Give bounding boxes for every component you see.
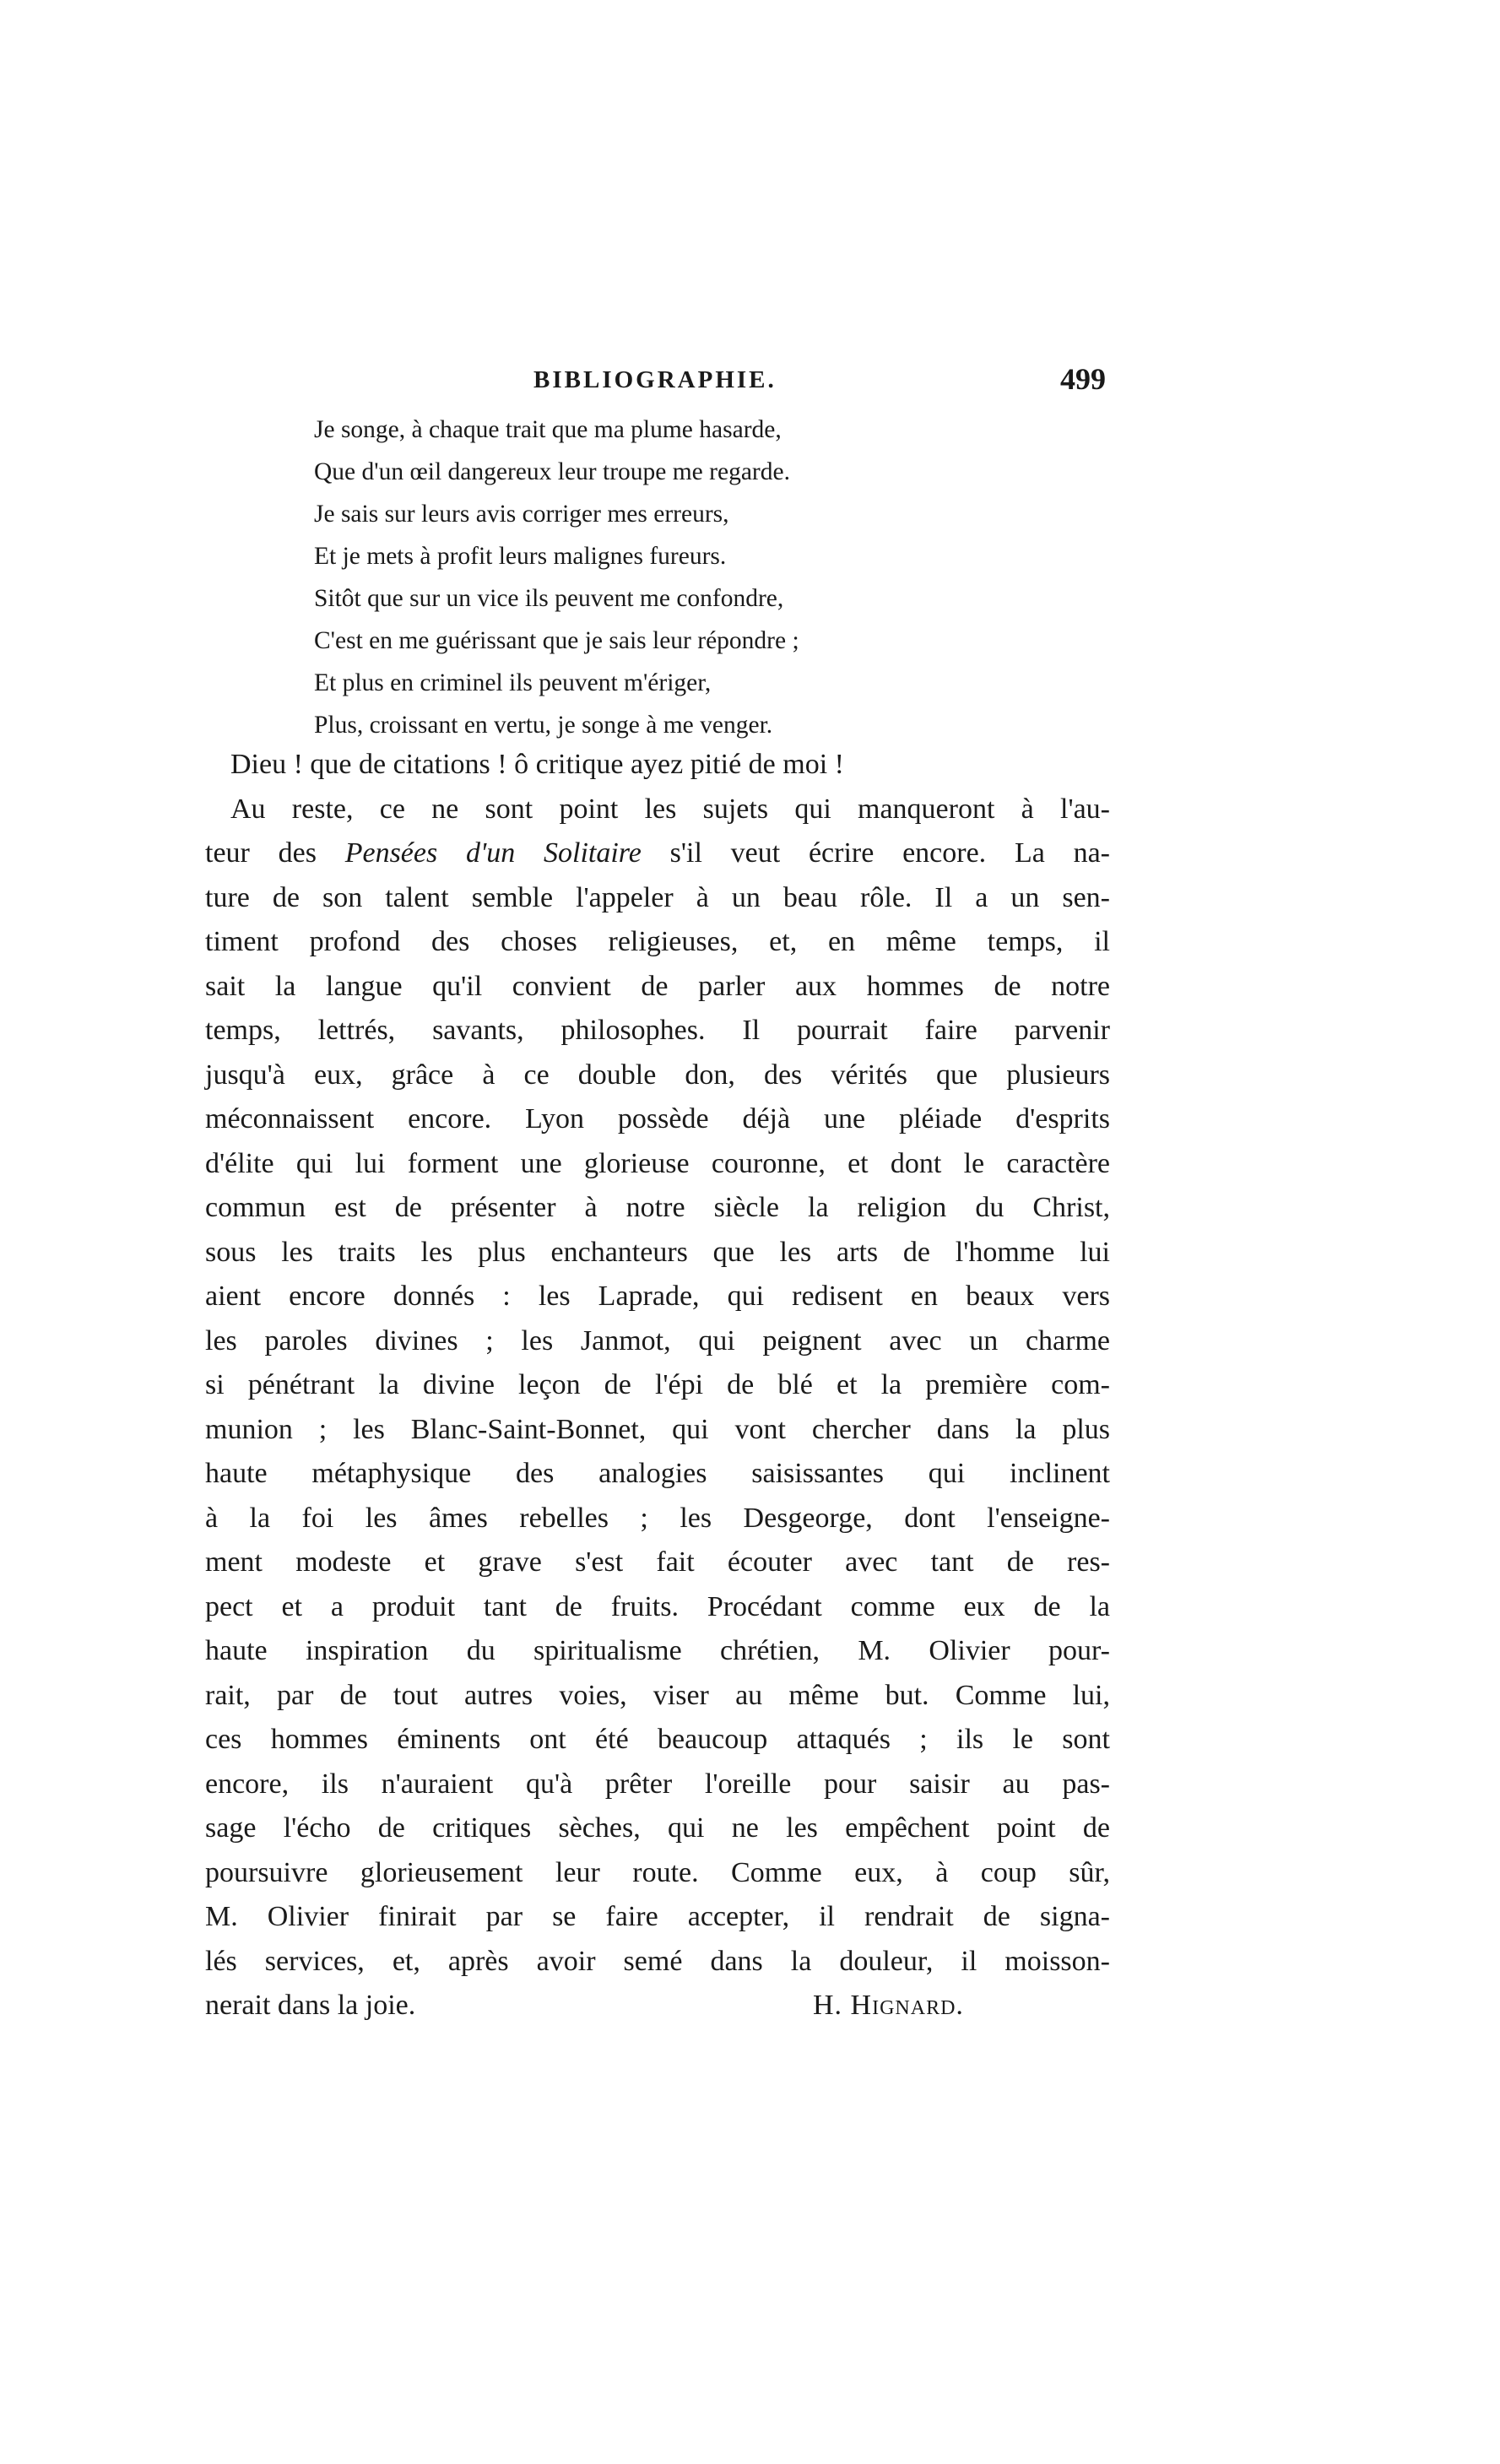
text-line: haute métaphysique des analogies saisissantes qui inclinent bbox=[205, 1458, 1110, 1489]
text-line: commun est de présenter à notre siècle la religion du Christ, bbox=[205, 1192, 1110, 1223]
text-line: méconnaissent encore. Lyon possède déjà une pléiade d'esprits bbox=[205, 1103, 1110, 1135]
text-line: M. Olivier finirait par se faire accepter, il rendrait de signa- bbox=[205, 1901, 1110, 1932]
text-line: Au reste, ce ne sont point les sujets qui manqueront à l'au- bbox=[230, 793, 1110, 825]
text-line: ces hommes éminents ont été beaucoup attaqués ; ils le sont bbox=[205, 1724, 1110, 1755]
text-line: si pénétrant la divine leçon de l'épi de blé et la première com- bbox=[205, 1369, 1110, 1400]
verse-quotation bbox=[314, 409, 1074, 746]
text-fragment: nerait dans la joie. bbox=[205, 1990, 416, 2021]
text-line: à la foi les âmes rebelles ; les Desgeorge, dont l'enseigne- bbox=[205, 1502, 1110, 1534]
page-number: 499 bbox=[1060, 362, 1106, 396]
text-line: pect et a produit tant de fruits. Procédant comme eux de la bbox=[205, 1590, 1110, 1622]
text-line bbox=[205, 831, 1110, 876]
running-head bbox=[203, 361, 1106, 412]
text-fragment: s'il veut écrire encore. La na- bbox=[641, 837, 1110, 869]
text-fragment: teur des bbox=[205, 837, 345, 869]
book-title: Pensées d'un Solitaire bbox=[344, 837, 642, 869]
text-line: sous les traits les plus enchanteurs que les arts de l'homme lui bbox=[205, 1236, 1110, 1268]
text-line: ture de son talent semble l'appeler à un beau rôle. Il a un sen- bbox=[205, 881, 1110, 913]
verse-line: Et je mets à profit leurs malignes fureurs. bbox=[314, 543, 727, 570]
text-line: jusqu'à eux, grâce à ce double don, des vérités que plusieurs bbox=[205, 1059, 1110, 1091]
verse-line: Plus, croissant en vertu, je songe à me venger. bbox=[314, 712, 773, 739]
text-line: timent profond des choses religieuses, et, en même temps, il bbox=[205, 926, 1110, 957]
author-signature: H. Hignard. bbox=[813, 1990, 964, 2021]
text-line: aient encore donnés : les Laprade, qui redisent en beaux vers bbox=[205, 1281, 1110, 1312]
text-line: rait, par de tout autres voies, viser au même but. Comme lui, bbox=[205, 1679, 1110, 1711]
verse-line: Et plus en criminel ils peuvent m'ériger, bbox=[314, 669, 712, 696]
text-line: sait la langue qu'il convient de parler aux hommes de notre bbox=[205, 970, 1110, 1002]
text-line: encore, ils n'auraient qu'à prêter l'oreille pour saisir au pas- bbox=[205, 1768, 1110, 1800]
text-line: les paroles divines ; les Janmot, qui peignent avec un charme bbox=[205, 1324, 1110, 1357]
exclamation-line: Dieu ! que de citations ! ô critique ayez pitié de moi ! bbox=[230, 749, 844, 780]
running-title: BIBLIOGRAPHIE. bbox=[533, 366, 777, 393]
verse-line: Que d'un œil dangereux leur troupe me regarde. bbox=[314, 458, 790, 485]
text-line: d'élite qui lui forment une glorieuse couronne, et dont le caractère bbox=[205, 1147, 1110, 1179]
text-line: lés services, et, après avoir semé dans la douleur, il moisson- bbox=[205, 1945, 1110, 1977]
verse-line: Je songe, à chaque trait que ma plume hasarde, bbox=[314, 416, 782, 443]
verse-line: Je sais sur leurs avis corriger mes erreurs, bbox=[314, 501, 729, 528]
text-line: temps, lettrés, savants, philosophes. Il pourrait faire parvenir bbox=[205, 1015, 1110, 1046]
text-line: ment modeste et grave s'est fait écouter avec tant de res- bbox=[205, 1546, 1110, 1578]
verse-line: Sitôt que sur un vice ils peuvent me confondre, bbox=[314, 585, 784, 612]
text-line: haute inspiration du spiritualisme chrétien, M. Olivier pour- bbox=[205, 1635, 1110, 1666]
text-line: poursuivre glorieusement leur route. Comme eux, à coup sûr, bbox=[205, 1856, 1110, 1888]
final-line bbox=[205, 1984, 1110, 2028]
body-text bbox=[205, 743, 1110, 2028]
text-line: sage l'écho de critiques sèches, qui ne les empêchent point de bbox=[205, 1812, 1110, 1844]
verse-line: C'est en me guérissant que je sais leur répondre ; bbox=[314, 627, 799, 654]
text-line: munion ; les Blanc-Saint-Bonnet, qui vont chercher dans la plus bbox=[205, 1413, 1110, 1445]
